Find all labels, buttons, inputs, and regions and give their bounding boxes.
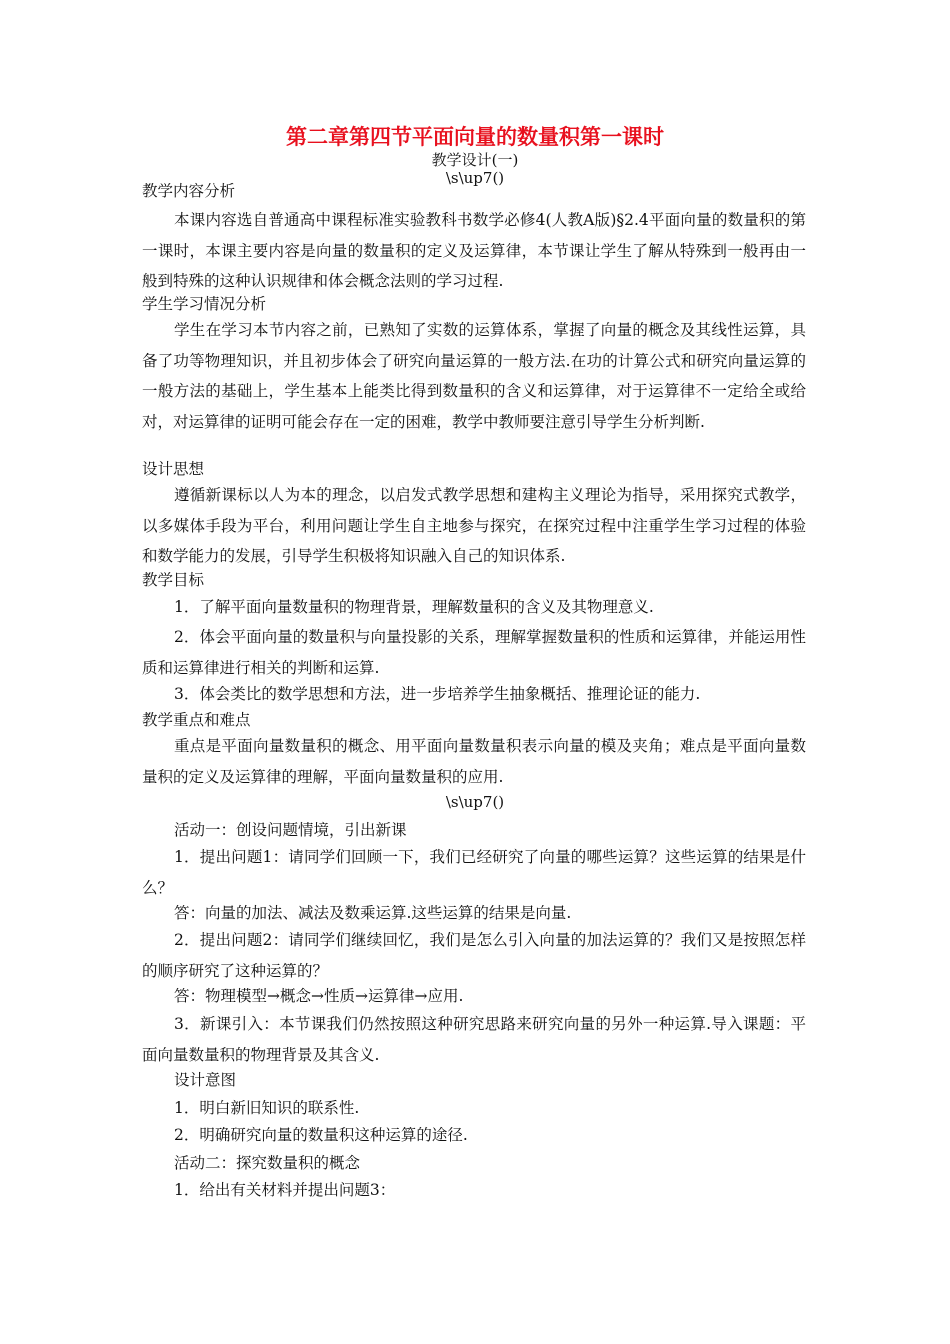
intent-item: 1．明白新旧知识的联系性. xyxy=(174,1099,360,1117)
question-text: 3．新课引入：本节课我们仍然按照这种研究思路来研究向量的另外一种运算.导入课题：平面向量数量积的物理背景及其含义. xyxy=(142,1015,806,1064)
activity-heading: 活动二：探究数量积的概念 xyxy=(174,1154,361,1172)
objective-item: 1．了解平面向量数量积的物理背景，理解数量积的含义及其物理意义. xyxy=(174,598,654,616)
section-heading: 教学重点和难点 xyxy=(142,711,251,729)
page-subtitle: 教学设计(一) xyxy=(431,151,519,169)
answer-text: 答：物理模型→概念→性质→运算律→应用. xyxy=(174,987,464,1005)
equation-placeholder: \s\up7() xyxy=(445,169,505,187)
section-paragraph: 遵循新课标以人为本的理念，以启发式教学思想和建构主义理论为指导，采用探究式教学，以多媒体手段为平台，利用问题让学生自主地参与探究，在探究过程中注重学生学习过程的体验和数学能力的发展，引导学生积极将知识融入自己的知识体系. xyxy=(142,486,806,565)
objective-item: 2．体会平面向量的数量积与向量投影的关系，理解掌握数量积的性质和运算律，并能运用性质和运算律进行相关的判断和运算. xyxy=(142,628,806,677)
section-heading: 学生学习情况分析 xyxy=(142,295,267,313)
section-heading: 教学目标 xyxy=(142,571,205,589)
equation-placeholder: \s\up7() xyxy=(445,793,505,811)
activity-item: 1．给出有关材料并提出问题3： xyxy=(174,1181,396,1199)
design-intent-heading: 设计意图 xyxy=(174,1071,237,1089)
section-heading: 教学内容分析 xyxy=(142,182,236,200)
question-text: 2．提出问题2：请同学们继续回忆，我们是怎么引入向量的加法运算的？我们又是按照怎样的顺序研究了这种运算的？ xyxy=(142,931,806,980)
question-text: 1．提出问题1：请同学们回顾一下，我们已经研究了向量的哪些运算？这些运算的结果是什么？ xyxy=(142,848,806,897)
objective-item: 3．体会类比的数学思想和方法，进一步培养学生抽象概括、推理论证的能力. xyxy=(174,685,701,703)
activity-heading: 活动一：创设问题情境，引出新课 xyxy=(174,821,407,839)
answer-text: 答：向量的加法、减法及数乘运算.这些运算的结果是向量. xyxy=(174,904,572,922)
intent-item: 2．明确研究向量的数量积这种运算的途径. xyxy=(174,1126,468,1144)
section-paragraph: 本课内容选自普通高中课程标准实验教科书数学必修4(人教A版)§2.4平面向量的数量积的第一课时，本课主要内容是向量的数量积的定义及运算律，本节课让学生了解从特殊到一般再由一般到特殊的这种认识规律和体会概念法则的学习过程. xyxy=(142,211,806,290)
section-paragraph: 学生在学习本节内容之前，已熟知了实数的运算体系，掌握了向量的概念及其线性运算，具备了功等物理知识，并且初步体会了研究向量运算的一般方法.在功的计算公式和研究向量运算的一般方法的基础上，学生基本上能类比得到数量积的含义和运算律，对于运算律不一定给全或给对，对运算律的证明可能会存在一定的困难，教学中教师要注意引导学生分析判断. xyxy=(142,321,806,431)
section-paragraph: 重点是平面向量数量积的概念、用平面向量数量积表示向量的模及夹角；难点是平面向量数量积的定义及运算律的理解，平面向量数量积的应用. xyxy=(142,737,806,786)
page-title: 第二章第四节平面向量的数量积第一课时 xyxy=(286,124,664,149)
section-heading: 设计思想 xyxy=(142,460,205,478)
